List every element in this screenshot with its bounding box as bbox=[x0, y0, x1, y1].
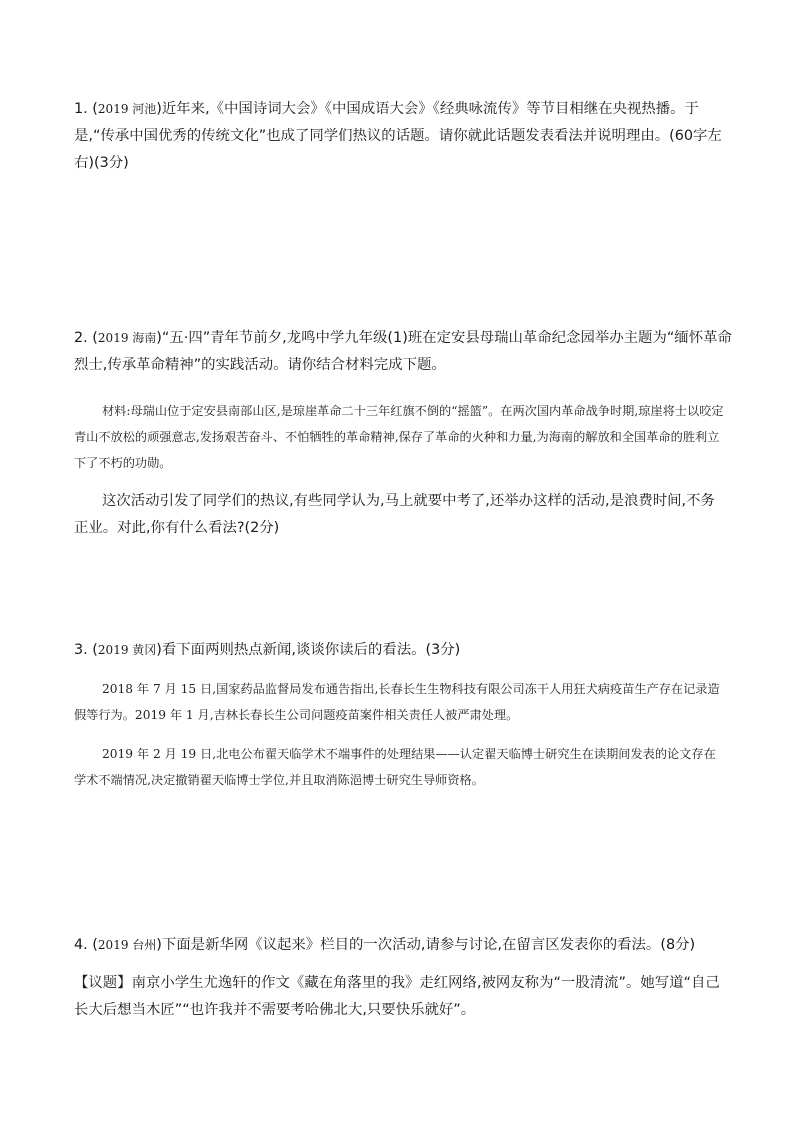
question-3-number: 3. ( bbox=[74, 642, 98, 658]
question-4-text: )下面是新华网《议起来》栏目的一次活动,请参与讨论,在留言区发表你的看法。(8分) bbox=[156, 937, 696, 953]
question-1-number: 1. ( bbox=[74, 101, 98, 117]
question-2-prompt: 这次活动引发了同学们的热议,有些同学认为,马上就要中考了,还举办这样的活动,是浪费时间,不务正业。对此,你有什么看法?(2分) bbox=[74, 493, 715, 536]
question-2-material: 材料:母瑞山位于定安县南部山区,是琼崖革命二十三年红旗不倒的“摇篮”。在两次国内革命战争时期,琼崖将士以咬定青山不放松的顽强意志,发扬艰苦奋斗、不怕牺牲的革命精神,保存了革命的火种和力量,为海南的解放和全国革命的胜利立下了不朽的功勋。 bbox=[74, 404, 724, 470]
question-4-number: 4. ( bbox=[74, 937, 98, 953]
question-3-source: 2019 黄冈 bbox=[97, 643, 157, 657]
question-2-source: 2019 海南 bbox=[97, 331, 157, 345]
question-4 bbox=[74, 932, 734, 959]
question-2 bbox=[74, 325, 734, 379]
question-1 bbox=[74, 96, 734, 177]
question-3-news-2: 2019 年 2 月 19 日,北电公布翟天临学术不端事件的处理结果——认定翟天临博士研究生在读期间发表的论文存在学术不端情况,决定撤销翟天临博士学位,并且取消陈浥博士研究生导师资格。 bbox=[74, 747, 716, 787]
question-4-source: 2019 台州 bbox=[97, 938, 157, 952]
question-4-topic: 【议题】南京小学生尤逸轩的作文《藏在角落里的我》走红网络,被网友称为“一股清流”。她写道“自己长大后想当木匠”“也许我并不需要考哈佛北大,只要快乐就好”。 bbox=[74, 975, 720, 1018]
question-2-text: )“五·四”青年节前夕,龙鸣中学九年级(1)班在定安县母瑞山革命纪念园举办主题为“缅怀革命烈士,传承革命精神”的实践活动。请你结合材料完成下题。 bbox=[74, 330, 732, 373]
question-1-source: 2019 河池 bbox=[97, 102, 157, 116]
question-3-text: )看下面两则热点新闻,谈谈你读后的看法。(3分) bbox=[156, 642, 461, 658]
question-1-text: )近年来,《中国诗词大会》《中国成语大会》《经典咏流传》等节目相继在央视热播。于是,“传承中国优秀的传统文化”也成了同学们热议的话题。请你就此话题发表看法并说明理由。(60字左右)(3分) bbox=[74, 101, 722, 171]
question-2-number: 2. ( bbox=[74, 330, 98, 346]
question-3-news-1: 2018 年 7 月 15 日,国家药品监督局发布通告指出,长春长生生物科技有限公司冻干人用狂犬病疫苗生产存在记录造假等行为。2019 年 1 月,吉林长春长生公司问题疫苗案件相关责任人被严肃处理。 bbox=[74, 682, 720, 722]
question-3 bbox=[74, 637, 734, 664]
